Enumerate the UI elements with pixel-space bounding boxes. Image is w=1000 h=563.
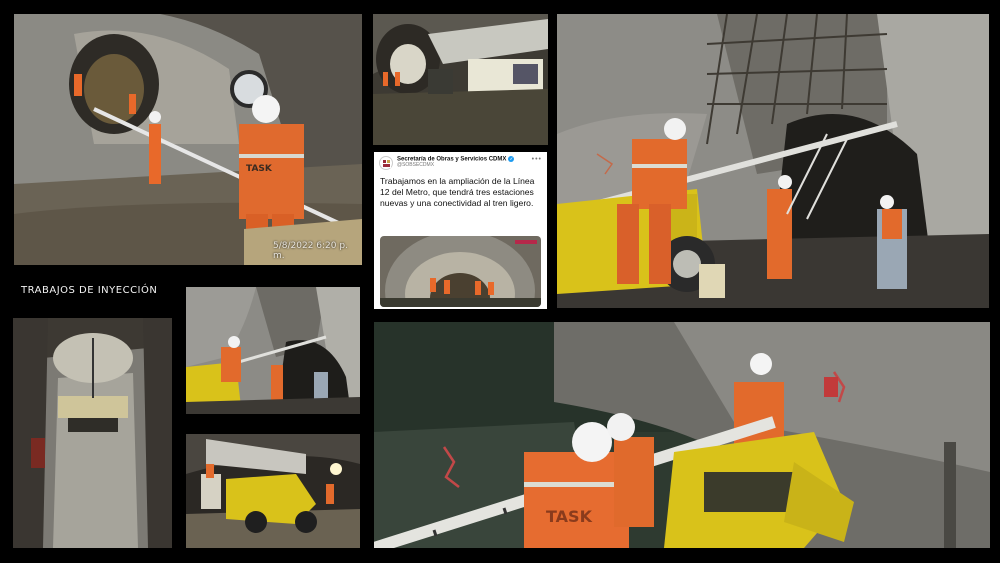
- photo-vertical-shaft: [13, 318, 172, 548]
- tweet-account-name[interactable]: Secretaría de Obras y Servicios CDMX: [397, 156, 507, 163]
- photo-tunnel-loader: [186, 434, 360, 548]
- tweet-handle[interactable]: @SOBSECDMX: [397, 161, 435, 168]
- cdmx-logo-icon: [382, 159, 391, 168]
- tweet-media-image[interactable]: [380, 236, 541, 307]
- vest-text: TASK: [246, 164, 272, 174]
- tweet-card: [374, 152, 547, 309]
- photo-tunnel-face-crew: [557, 14, 989, 308]
- verified-badge-icon: ✓: [509, 156, 514, 161]
- photo-tunnel-truck: [373, 14, 548, 145]
- photo-worker-drill: [374, 322, 990, 548]
- account-avatar: [379, 156, 393, 170]
- photo-tunnel-worker-pipe: [14, 14, 362, 265]
- photo-small-tunnel-face: [186, 287, 360, 414]
- section-label: TRABAJOS DE INYECCIÓN: [21, 285, 158, 296]
- tweet-header: [374, 152, 547, 170]
- vest-text-2: TASK: [546, 507, 592, 526]
- ellipsis-icon[interactable]: •••: [531, 156, 542, 163]
- tweet-body: Trabajamos en la ampliación de la Línea 12 del Metro, que tendrá tres estaciones nuevas y una conectividad al tren ligero.: [380, 176, 535, 208]
- photo-timestamp: 5/8/2022 6:20 p. m.: [273, 241, 348, 261]
